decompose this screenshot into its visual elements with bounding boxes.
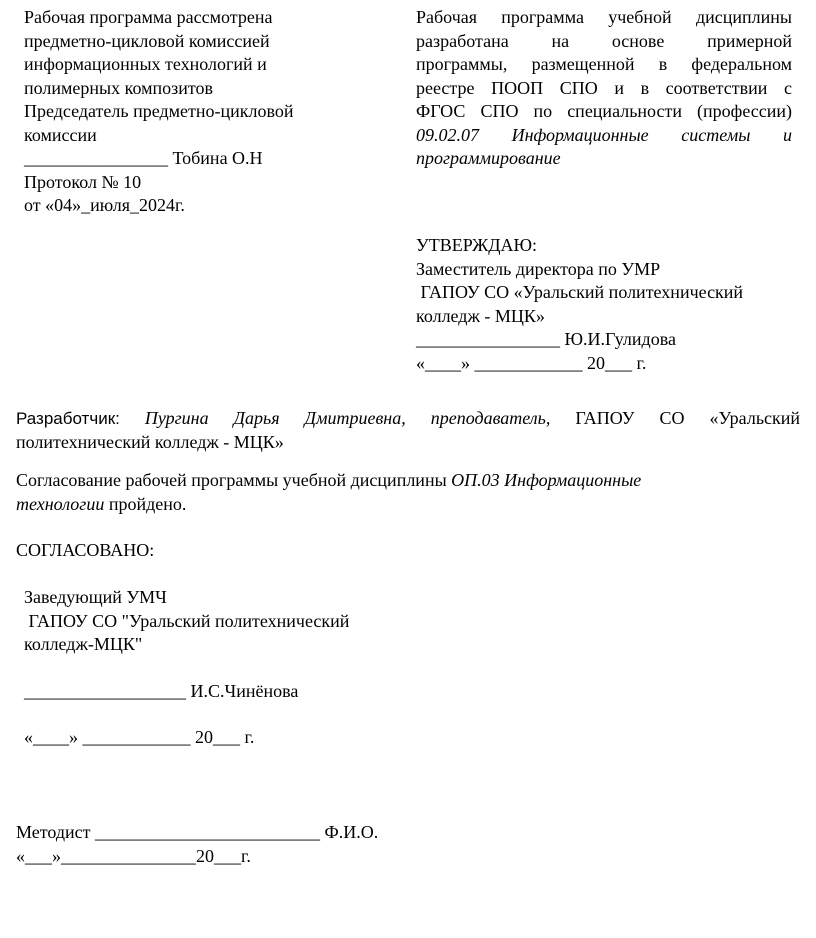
program-basis-line: программы, размещенной в федеральном [416, 54, 792, 74]
approver-org: колледж - МЦК» [416, 305, 545, 326]
umc-org: колледж-МЦК" [24, 634, 143, 654]
program-basis-line: ФГОС СПО по специальности (профессии) [416, 101, 792, 121]
ptc-review-line: предметно-цикловой комиссией [24, 30, 270, 51]
program-basis-line: разработана на основе примерной [416, 30, 792, 51]
agreement-suffix: пройдено. [108, 493, 187, 514]
ptc-review-block [24, 6, 364, 218]
ptc-chair-title: комиссии [24, 124, 97, 145]
approval-stamp-block [416, 234, 806, 375]
approver-title: Заместитель директора по УМР [416, 258, 661, 279]
developer-paragraph [16, 407, 800, 454]
ptc-review-line: Рабочая программа рассмотрена [24, 7, 273, 27]
ptc-review-line: информационных технологий и [24, 54, 267, 74]
approver-org: ГАПОУ СО «Уральский политехнический [416, 282, 744, 302]
discipline-name: технологии [16, 493, 105, 514]
ptc-chair-title: Председатель предметно-цикловой [24, 101, 294, 121]
approval-heading: УТВЕРЖДАЮ: [416, 235, 538, 255]
agreement-line [16, 469, 800, 493]
agreement-paragraph [16, 469, 800, 516]
program-basis-block [416, 6, 792, 171]
program-basis-line: реестре ПООП СПО и в соответствии с [416, 77, 792, 98]
approval-date: «____» ____________ 20___ г. [416, 352, 647, 373]
methodist-block [16, 821, 516, 868]
agreement-line [16, 493, 800, 517]
approver-signature: ________________ Ю.И.Гулидова [416, 329, 676, 349]
developer-org-continued: политехнический колледж - МЦК» [16, 431, 284, 452]
agreed-heading: СОГЛАСОВАНО: [16, 540, 155, 560]
ptc-chair-signature: ________________ Тобина О.Н [24, 148, 263, 168]
methodist-date: «___»_______________20___г. [16, 845, 251, 866]
developer-name: Пургина Дарья Дмитриевна, преподаватель, [144, 408, 551, 428]
discipline-name: ОП.03 Информационные [451, 470, 642, 490]
protocol-date: от «04»_июля_2024г. [24, 195, 185, 215]
umc-signature: __________________ И.С.Чинёнова [24, 680, 299, 701]
umc-date: «____» ____________ 20___ г. [24, 727, 255, 747]
specialty-name: программирование [416, 148, 561, 168]
agreement-prefix: Согласование рабочей программы учебной дисциплины [16, 470, 447, 490]
ptc-review-line: полимерных композитов [24, 77, 213, 98]
umc-head-title: Заведующий УМЧ [24, 587, 167, 607]
umc-head-block [24, 586, 444, 750]
umc-org: ГАПОУ СО "Уральский политехнический [24, 610, 350, 631]
developer-label: Разработчик: [16, 409, 120, 428]
agreed-heading-block [16, 539, 154, 563]
developer-org: ГАПОУ СО «Уральский [575, 408, 801, 428]
protocol-number: Протокол № 10 [24, 171, 142, 192]
program-basis-line: Рабочая программа учебной дисциплины [416, 7, 792, 27]
specialty-name: 09.02.07 Информационные системы и [416, 124, 792, 145]
methodist-signature: Методист _________________________ Ф.И.О. [16, 822, 379, 842]
developer-line [16, 407, 800, 431]
